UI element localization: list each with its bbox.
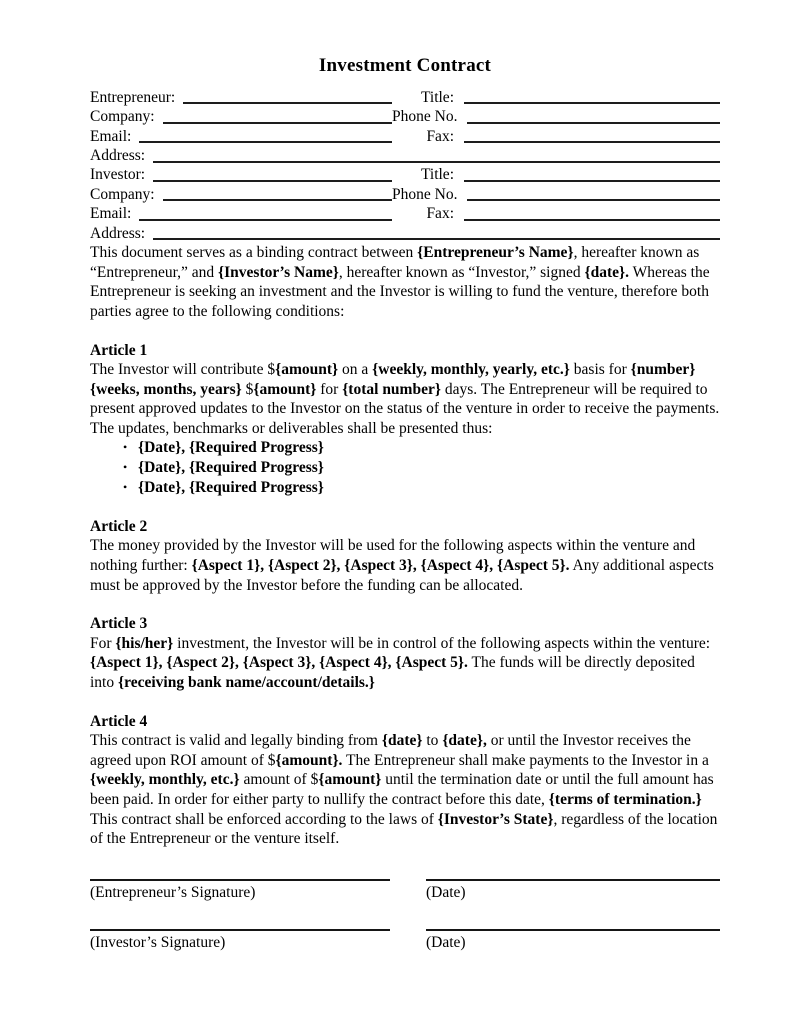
bullet-icon: • <box>123 440 128 455</box>
investor-signature-row <box>90 929 720 953</box>
field-row-investor-address <box>90 224 720 243</box>
article-4-body: This contract is valid and legally binding from {date} to {date}, or until the Investor receives the agreed upon ROI amount of ${amount}. The Entrepreneur shall make payments to the Investor in a {weekly, monthly, etc.} amount of ${amount} until the termination date or until the full amount has been paid. In order for either party to nullify the contract before this date, {terms of termination.} <box>90 732 714 808</box>
investor-company-label: Company: <box>90 185 155 203</box>
investor-date-label: (Date) <box>426 934 466 952</box>
signature-section <box>90 879 720 953</box>
email-label: Email: <box>90 127 132 145</box>
entrepreneur-signature-line[interactable] <box>90 879 390 881</box>
entrepreneur-date-label: (Date) <box>426 883 466 901</box>
entrepreneur-signature-label: (Entrepreneur’s Signature) <box>90 883 256 901</box>
fax-input-line[interactable] <box>464 141 720 143</box>
bullet-icon: • <box>123 460 128 475</box>
article-2-heading: Article 2 <box>90 517 148 535</box>
field-row-entrepreneur <box>90 88 720 107</box>
email-input-line[interactable] <box>139 141 392 143</box>
phone-label: Phone No. <box>392 108 458 126</box>
investor-address-input-line[interactable] <box>153 238 720 240</box>
field-row-investor-email <box>90 204 720 223</box>
phone-input-line[interactable] <box>467 122 720 124</box>
article-1-heading: Article 1 <box>90 341 148 359</box>
field-row-investor <box>90 166 720 185</box>
entrepreneur-signature-row <box>90 879 720 903</box>
bullet-text: {Date}, {Required Progress} <box>138 459 324 477</box>
field-row-investor-company <box>90 185 720 204</box>
article-4-heading: Article 4 <box>90 712 148 730</box>
company-input-line[interactable] <box>163 122 392 124</box>
article-3 <box>90 614 720 692</box>
bullet-text: {Date}, {Required Progress} <box>138 479 324 497</box>
investor-title-input-line[interactable] <box>464 180 720 182</box>
investor-label: Investor: <box>90 166 146 184</box>
entrepreneur-input-line[interactable] <box>183 102 392 104</box>
investor-date-line[interactable] <box>426 929 720 931</box>
bullet-icon: • <box>123 480 128 495</box>
article-2-body: The money provided by the Investor will be used for the following aspects within the venture and nothing further: {Aspect 1}, {Aspect 2}, {Aspect 3}, {Aspect 4}, {Aspect 5}. Any additional aspects must be approved by the Investor before the funding can be allocated. <box>90 537 714 594</box>
fax-label: Fax: <box>426 127 454 145</box>
field-row-company <box>90 107 720 126</box>
article-1-bullets <box>90 438 720 497</box>
investor-address-label: Address: <box>90 224 146 242</box>
entrepreneur-date-line[interactable] <box>426 879 720 881</box>
investor-fax-label: Fax: <box>426 205 454 223</box>
bullet-item <box>90 458 720 478</box>
investor-title-label: Title: <box>420 166 454 184</box>
article-3-body: For {his/her} investment, the Investor will be in control of the following aspects within the venture: {Aspect 1}, {Aspect 2}, {Aspect 3}, {Aspect 4}, {Aspect 5}. The funds will be directly deposited into {receiving bank name/account/details.} <box>90 634 711 692</box>
investor-email-input-line[interactable] <box>139 219 392 221</box>
article-1 <box>90 341 720 498</box>
entrepreneur-label: Entrepreneur: <box>90 88 176 106</box>
investor-signature-line[interactable] <box>90 929 390 931</box>
article-4 <box>90 712 720 810</box>
address-label: Address: <box>90 146 146 164</box>
field-row-address <box>90 146 720 165</box>
title-label: Title: <box>420 88 454 106</box>
address-input-line[interactable] <box>153 161 720 163</box>
investor-fax-input-line[interactable] <box>464 219 720 221</box>
bullet-item <box>90 438 720 458</box>
page-title: Investment Contract <box>318 55 492 76</box>
field-row-email <box>90 127 720 146</box>
closing-paragraph: This contract shall be enforced according to the laws of {Investor’s State}, regardless of the location of the Entrepreneur or the venture itself. <box>90 810 718 848</box>
investor-signature-label: (Investor’s Signature) <box>90 934 226 952</box>
investor-email-label: Email: <box>90 205 132 223</box>
investor-input-line[interactable] <box>153 180 392 182</box>
article-3-heading: Article 3 <box>90 615 148 633</box>
article-1-body: The Investor will contribute ${amount} on a {weekly, monthly, yearly, etc.} basis for {number} {weeks, months, years} ${amount} for {total number} days. The Entrepreneur will be required to present approved updates to the Investor on the status of the venture in order to receive the payments. The updates, benchmarks or deliverables shall be presented thus: <box>90 361 720 437</box>
investor-phone-label: Phone No. <box>392 185 458 203</box>
company-label: Company: <box>90 108 155 126</box>
bullet-item <box>90 478 720 498</box>
investor-phone-input-line[interactable] <box>467 199 720 201</box>
intro-paragraph: This document serves as a binding contract between {Entrepreneur’s Name}, hereafter known as “Entrepreneur,” and {Investor’s Name}, hereafter known as “Investor,” signed {date}. Whereas the Entrepreneur is seeking an investment and the Investor is willing to fund the venture, therefore both parties agree to the following conditions: <box>90 244 710 320</box>
investor-company-input-line[interactable] <box>163 199 392 201</box>
bullet-text: {Date}, {Required Progress} <box>138 439 324 457</box>
title-input-line[interactable] <box>464 102 720 104</box>
article-2 <box>90 517 720 595</box>
contact-form <box>90 88 720 243</box>
